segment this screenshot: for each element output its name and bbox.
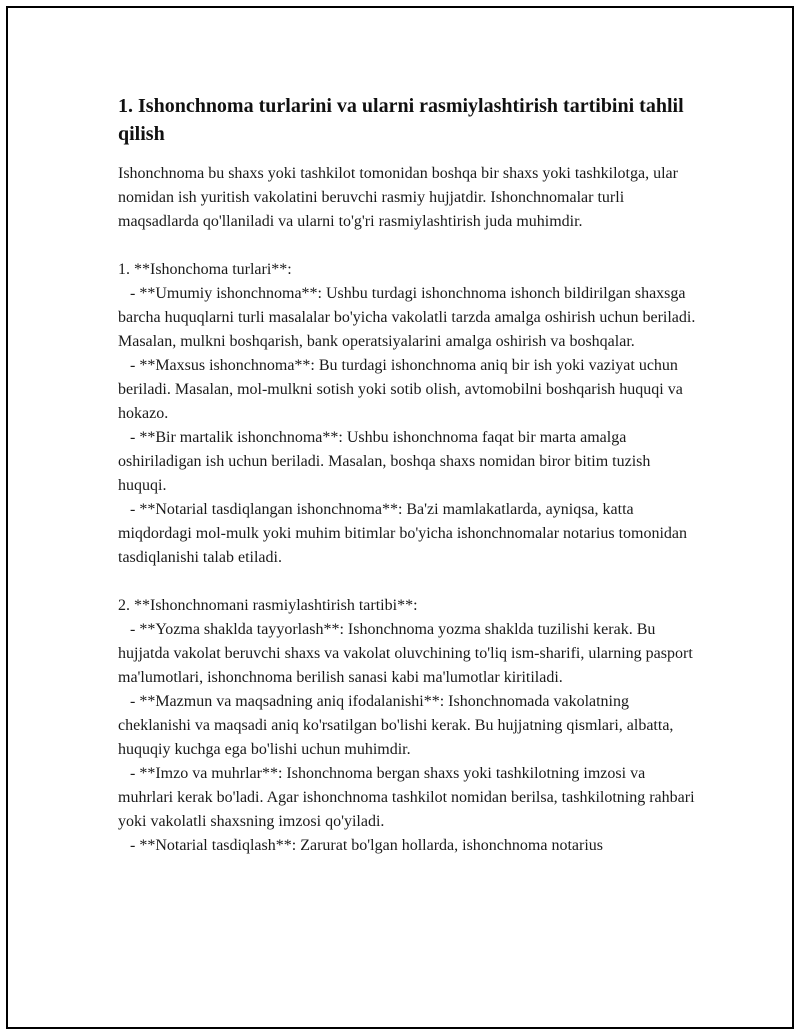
list-item: - **Bir martalik ishonchnoma**: Ushbu ishonchnoma faqat bir marta amalga oshiriladigan ish uchun beriladi. Masalan, boshqa shaxs nomidan biror bitim tuzish huquqi. — [118, 429, 651, 494]
section-heading: 2. **Ishonchnomani rasmiylashtirish tartibi**: — [118, 597, 418, 614]
list-item: - **Mazmun va maqsadning aniq ifodalanishi**: Ishonchnomada vakolatning cheklanishi va maqsadi aniq ko'rsatilgan bo'lishi kerak. Bu hujjatning qismlari, albatta, huquqiy kuchga ega bo'lishi uchun muhimdir. — [118, 693, 674, 758]
spacer — [118, 234, 698, 258]
list-item: - **Yozma shaklda tayyorlash**: Ishonchnoma yozma shaklda tuzilishi kerak. Bu hujjatda vakolat beruvchi shaxs va vakolat oluvchining to'liq ism-sharifi, ularning pasport ma'lumotlari, ishonchnoma berilish sanasi kabi ma'lumotlar kiritiladi. — [118, 621, 693, 686]
section-heading: 1. **Ishonchoma turlari**: — [118, 261, 292, 278]
list-item: - **Notarial tasdiqlash**: Zarurat bo'lgan hollarda, ishonchnoma notarius — [130, 837, 603, 854]
list-item: - **Imzo va muhrlar**: Ishonchnoma bergan shaxs yoki tashkilotning imzosi va muhrlari kerak bo'ladi. Agar ishonchnoma tashkilot nomidan berilsa, tashkilotning rahbari yoki vakolatli shaxsning imzosi qo'yiladi. — [118, 765, 695, 830]
intro-paragraph: Ishonchnoma bu shaxs yoki tashkilot tomonidan boshqa bir shaxs yoki tashkilotga, ular nomidan ish yuritish vakolatini beruvchi rasmiy hujjatdir. Ishonchnomalar turli maqsadlarda qo'llaniladi va ularni to'g'ri rasmiylashtirish juda muhimdir. — [118, 165, 682, 230]
list-item: - **Notarial tasdiqlangan ishonchnoma**: Ba'zi mamlakatlarda, ayniqsa, katta miqdordagi mol-mulk yoki muhim bitimlar bo'yicha ishonchnomalar notarius tomonidan tasdiqlanishi talab etiladi. — [118, 501, 688, 566]
document-body — [118, 92, 698, 858]
document-title: 1. Ishonchnoma turlarini va ularni rasmiylashtirish tartibini tahlil qilish — [118, 95, 684, 145]
spacer — [118, 570, 698, 594]
list-item: - **Maxsus ishonchnoma**: Bu turdagi ishonchnoma aniq bir ish yoki vaziyat uchun beriladi. Masalan, mol-mulkni sotish yoki sotib olish, avtomobilni boshqarish huquqi va hokazo. — [118, 357, 683, 422]
list-item: - **Umumiy ishonchnoma**: Ushbu turdagi ishonchnoma ishonch bildirilgan shaxsga barcha huquqlarni turli masalalar bo'yicha vakolatli tarzda amalga oshirish uchun beriladi. Masalan, mulkni boshqarish, bank operatsiyalarini amalga oshirish va boshqalar. — [118, 285, 696, 350]
